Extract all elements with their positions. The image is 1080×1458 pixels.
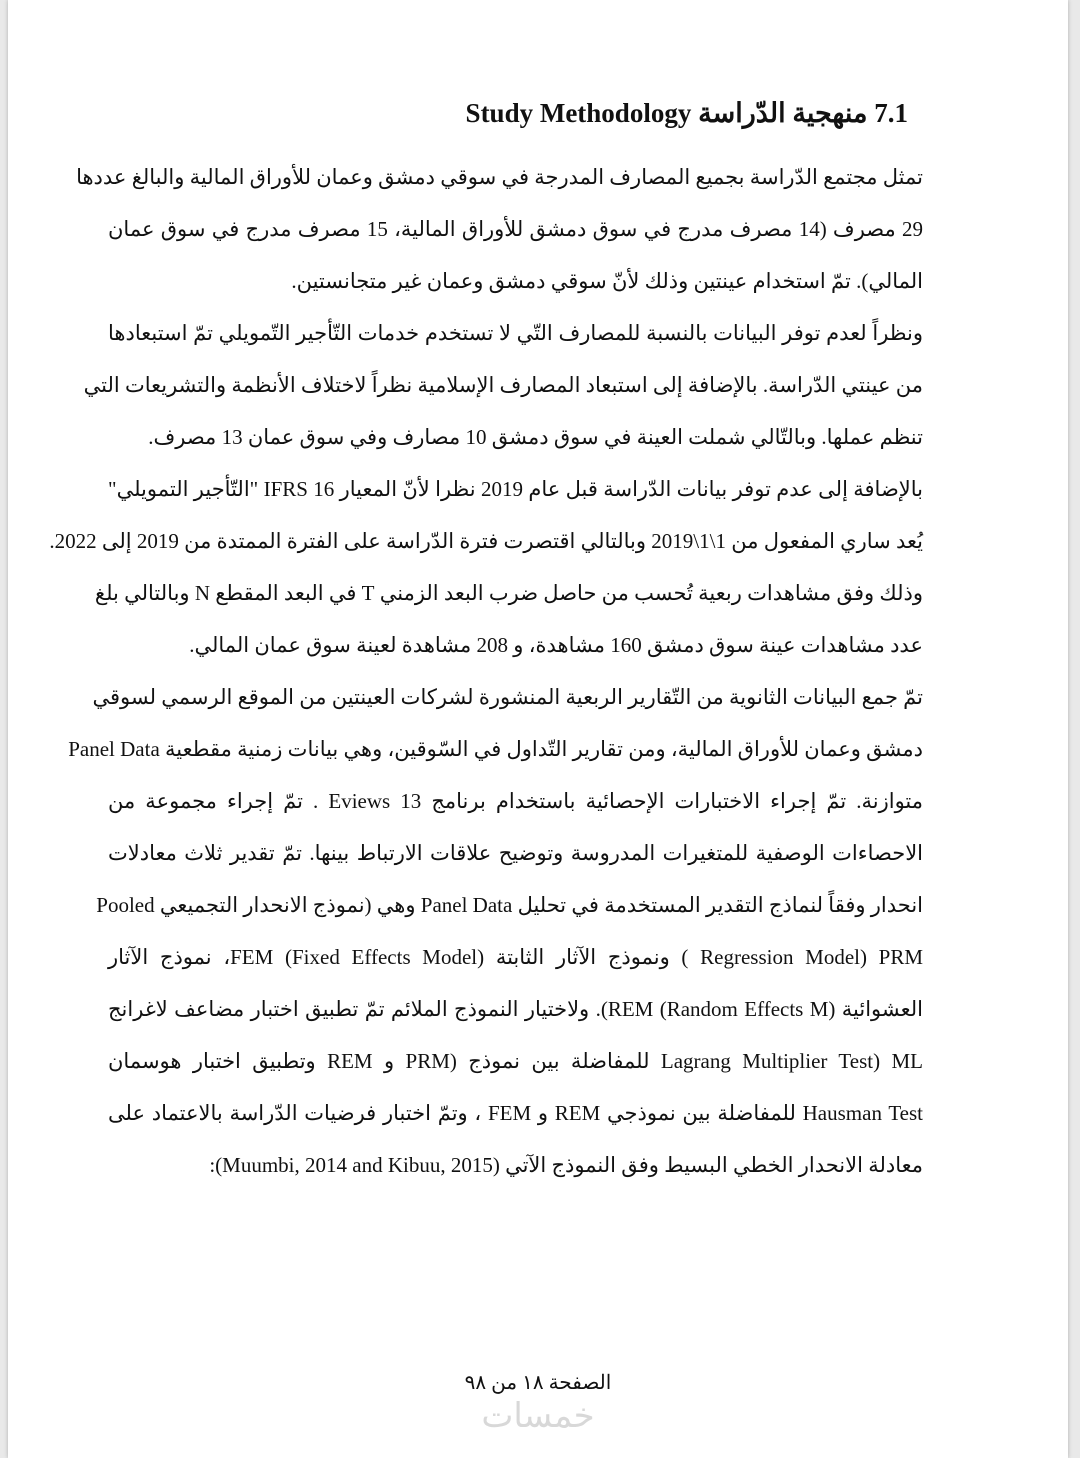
text-line: يُعد ساري المفعول من 1\1\2019 وبالتالي اقتصرت فترة الدّراسة على الفترة الممتدة من 2019 إلى 2022. bbox=[49, 529, 923, 553]
text-line: تنظم عملها. وبالتّالي شملت العينة في سوق دمشق 10 مصارف وفي سوق عمان 13 مصرف. bbox=[148, 425, 923, 449]
text-line: Regression Model) PRM ) ونموذج الآثار الثابتة FEM (Fixed Effects Model)، نموذج الآثار bbox=[108, 945, 924, 969]
text-line: الاحصاءات الوصفية للمتغيرات المدروسة وتوضيح علاقات الارتباط بينها. تمّ تقدير ثلاث معادلات bbox=[108, 841, 923, 865]
text-line: ونظراً لعدم توفر البيانات بالنسبة للمصارف التّي لا تستخدم خدمات التّأجير التّمويلي تمّ استبعادها bbox=[108, 321, 923, 345]
text-line: Hausman Test للمفاضلة بين نموذجي REM و FEM ، وتمّ اختبار فرضيات الدّراسة بالاعتماد على bbox=[108, 1101, 924, 1125]
text-line: تمثل مجتمع الدّراسة بجميع المصارف المدرجة في سوقي دمشق وعمان للأوراق المالية والبالغ عددها bbox=[76, 165, 923, 189]
text-line: من عينتي الدّراسة. بالإضافة إلى استبعاد المصارف الإسلامية نظراً لاختلاف الأنظمة والتشريعات التي bbox=[83, 373, 923, 397]
document-page bbox=[8, 0, 1068, 1458]
text-line: دمشق وعمان للأوراق المالية، ومن تقارير التّداول في السّوقين، وهي بيانات زمنية مقطعية Panel Data bbox=[68, 737, 923, 761]
watermark-logo: خمسات bbox=[481, 1396, 595, 1436]
text-line: وذلك وفق مشاهدات ربعية تُحسب من حاصل ضرب البعد الزمني T في البعد المقطع N وبالتالي بلغ bbox=[94, 581, 923, 605]
page-number: الصفحة ١٨ من ٩٨ bbox=[464, 1372, 612, 1394]
text-line: المالي). تمّ استخدام عينتين وذلك لأنّ سوقي دمشق وعمان غير متجانستين. bbox=[291, 269, 923, 293]
text-line: انحدار وفقاً لنماذج التقدير المستخدمة في تحليل Panel Data وهي (نموذج الانحدار التجميعي Pooled bbox=[96, 893, 923, 917]
section-title: 7.1 منهجية الدّراسة Study Methodology bbox=[465, 98, 908, 128]
text-line: 29 مصرف (14 مصرف مدرج في سوق دمشق للأوراق المالية، 15 مصرف مدرج في سوق عمان bbox=[108, 217, 924, 241]
text-line: عدد مشاهدات عينة سوق دمشق 160 مشاهدة، و 208 مشاهدة لعينة سوق عمان المالي. bbox=[189, 633, 923, 657]
text-line: تمّ جمع البيانات الثانوية من التّقارير الربعية المنشورة لشركات العينتين من الموقع الرسمي لسوقي bbox=[92, 685, 923, 709]
text-line: معادلة الانحدار الخطي البسيط وفق النموذج الآتي (Muumbi, 2014 and Kibuu, 2015): bbox=[209, 1153, 923, 1177]
text-line: العشوائية REM (Random Effects M)). ولاختيار النموذج الملائم تمّ تطبيق اختبار مضاعف لاغرانج bbox=[108, 997, 923, 1021]
text-line: بالإضافة إلى عدم توفر بيانات الدّراسة قبل عام 2019 نظرا لأنّ المعيار IFRS 16 "التّأجير التمويلي" bbox=[108, 477, 923, 501]
text-line: Lagrang Multiplier Test) ML للمفاضلة بين نموذج (PRM و REM وتطبيق اختبار هوسمان bbox=[108, 1049, 923, 1073]
text-line: متوازنة. تمّ إجراء الاختبارات الإحصائية باستخدام برنامج Eviews 13 . تمّ إجراء مجموعة من bbox=[108, 789, 924, 813]
